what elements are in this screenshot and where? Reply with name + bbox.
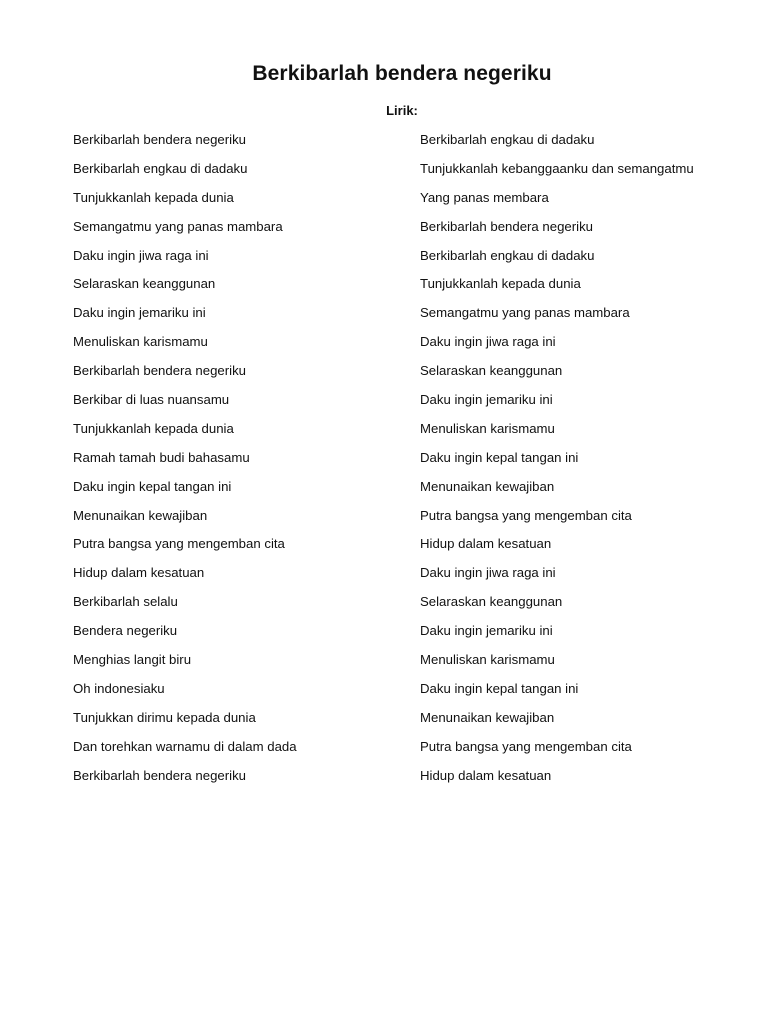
lyric-line: Daku ingin jemariku ini xyxy=(420,623,553,639)
lyric-line: Menunaikan kewajiban xyxy=(420,709,555,725)
lyric-line: Hidup dalam kesatuan xyxy=(73,565,205,581)
lyrics-column-left xyxy=(73,130,403,794)
lyric-line: Berkibarlah engkau di dadaku xyxy=(73,160,248,176)
lyric-line: Hidup dalam kesatuan xyxy=(420,767,552,783)
lyric-line: Bendera negeriku xyxy=(73,623,178,639)
lyric-line: Tunjukkanlah kepada dunia xyxy=(73,189,234,205)
lyric-line: Semangatmu yang panas mambara xyxy=(420,305,630,321)
lyrics-column-right xyxy=(420,130,760,794)
lyric-line: Menunaikan kewajiban xyxy=(420,478,555,494)
lyric-line: Daku ingin kepal tangan ini xyxy=(420,680,579,696)
lyric-line: Daku ingin kepal tangan ini xyxy=(73,478,232,494)
lyric-line: Berkibarlah bendera negeriku xyxy=(420,218,594,234)
lyric-line: Menghias langit biru xyxy=(73,652,192,668)
lyrics-label: Lirik: xyxy=(386,103,418,118)
lyric-line: Berkibarlah selalu xyxy=(73,594,178,610)
lyric-line: Berkibarlah bendera negeriku xyxy=(73,767,247,783)
lyric-line: Putra bangsa yang mengemban cita xyxy=(420,507,632,523)
lyric-line: Daku ingin jiwa raga ini xyxy=(73,247,209,263)
lyric-line: Putra bangsa yang mengemban cita xyxy=(420,738,632,754)
lyric-line: Dan torehkan warnamu di dalam dada xyxy=(73,738,297,754)
lyric-line: Daku ingin jiwa raga ini xyxy=(420,334,556,350)
lyric-line: Berkibar di luas nuansamu xyxy=(73,392,230,408)
lyric-line: Tunjukkanlah kepada dunia xyxy=(73,420,234,436)
lyric-line: Berkibarlah bendera negeriku xyxy=(73,132,247,147)
lyric-line: Menuliskan karismamu xyxy=(73,334,208,350)
lyric-line: Berkibarlah engkau di dadaku xyxy=(420,132,595,147)
lyric-line: Yang panas membara xyxy=(420,189,549,205)
lyric-line: Berkibarlah engkau di dadaku xyxy=(420,247,595,263)
lyric-line: Berkibarlah bendera negeriku xyxy=(73,363,247,379)
lyric-line: Tunjukkanlah kebanggaanku dan semangatmu xyxy=(420,160,694,176)
lyric-line: Daku ingin kepal tangan ini xyxy=(420,449,579,465)
lyric-line: Menuliskan karismamu xyxy=(420,652,555,668)
lyric-line: Daku ingin jemariku ini xyxy=(73,305,206,321)
lyric-line: Ramah tamah budi bahasamu xyxy=(73,449,250,465)
lyric-line: Oh indonesiaku xyxy=(73,680,165,696)
lyric-line: Tunjukkan dirimu kepada dunia xyxy=(73,709,256,725)
lyric-line: Semangatmu yang panas mambara xyxy=(73,218,283,234)
lyric-line: Menuliskan karismamu xyxy=(420,420,555,436)
lyric-line: Tunjukkanlah kepada dunia xyxy=(420,276,581,292)
lyric-line: Daku ingin jemariku ini xyxy=(420,392,553,408)
lyric-line: Selaraskan keanggunan xyxy=(73,276,216,292)
lyric-line: Putra bangsa yang mengemban cita xyxy=(73,536,285,552)
lyric-line: Menunaikan kewajiban xyxy=(73,507,208,523)
lyric-line: Selaraskan keanggunan xyxy=(420,594,563,610)
lyric-line: Hidup dalam kesatuan xyxy=(420,536,552,552)
page-title: Berkibarlah bendera negeriku xyxy=(252,62,552,85)
lyric-line: Daku ingin jiwa raga ini xyxy=(420,565,556,581)
lyric-line: Selaraskan keanggunan xyxy=(420,363,563,379)
